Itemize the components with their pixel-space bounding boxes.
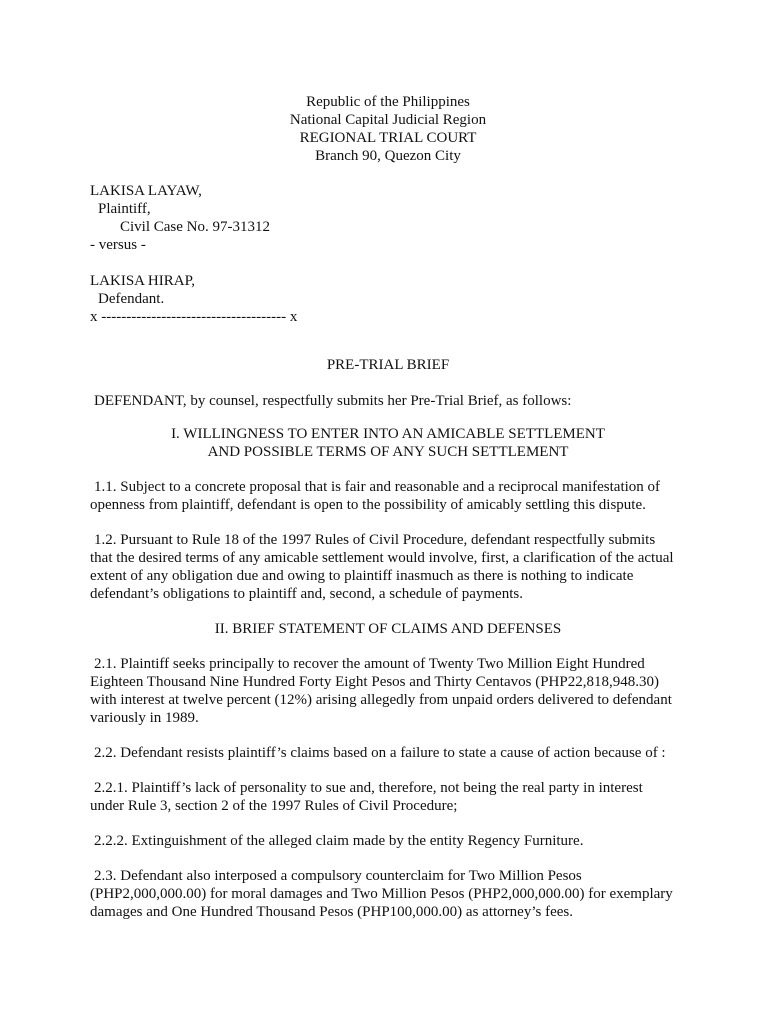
caption-separator: x ------------------------------------- x: [90, 309, 298, 325]
paragraph-line: 2.1. Plaintiff seeks principally to recover the amount of Twenty Two Million Eight Hundred: [94, 656, 645, 672]
defendant-name: LAKISA HIRAP,: [90, 273, 196, 289]
section-2-heading: II. BRIEF STATEMENT OF CLAIMS AND DEFENSES: [214, 621, 562, 637]
section-1-heading-line-1: I. WILLINGNESS TO ENTER INTO AN AMICABLE SETTLEMENT: [171, 426, 605, 442]
paragraph-line: 2.2.2. Extinguishment of the alleged claim made by the entity Regency Furniture.: [94, 833, 584, 849]
paragraph-line: that the desired terms of any amicable settlement would involve, first, a clarification of the actual: [90, 550, 674, 566]
paragraph-line: (PHP2,000,000.00) for moral damages and Two Million Pesos (PHP2,000,000.00) for exemplary: [90, 886, 673, 902]
paragraph-line: with interest at twelve percent (12%) arising allegedly from unpaid orders delivered to defendant: [90, 692, 672, 708]
paragraph-2-2-1: [90, 779, 686, 815]
paragraph-line: openness from plaintiff, defendant is open to the possibility of amicably settling this dispute.: [90, 497, 646, 513]
paragraph-line: 2.2.1. Plaintiff’s lack of personality to sue and, therefore, not being the real party in interest: [94, 780, 643, 796]
paragraph-2-2: [90, 744, 686, 762]
case-number: Civil Case No. 97-31312: [120, 219, 270, 235]
header-line-region: National Capital Judicial Region: [289, 112, 487, 128]
header-line-court: REGIONAL TRIAL COURT: [299, 130, 477, 146]
defendant-role: Defendant.: [98, 291, 165, 307]
paragraph-line: variously in 1989.: [90, 710, 199, 726]
case-caption: [90, 182, 686, 326]
intro-paragraph: DEFENDANT, by counsel, respectfully submits her Pre-Trial Brief, as follows:: [94, 393, 572, 409]
paragraph-2-1: [90, 655, 686, 727]
paragraph-2-2-2: [90, 832, 686, 850]
paragraph-line: 2.3. Defendant also interposed a compulsory counterclaim for Two Million Pesos: [94, 868, 582, 884]
header-line-branch: Branch 90, Quezon City: [315, 148, 461, 164]
paragraph-line: 2.2. Defendant resists plaintiff’s claims based on a failure to state a cause of action because of :: [94, 745, 666, 761]
paragraph-line: Eighteen Thousand Nine Hundred Forty Eight Pesos and Thirty Centavos (PHP22,818,948.30): [90, 674, 659, 690]
plaintiff-name: LAKISA LAYAW,: [90, 183, 202, 199]
paragraph-2-3: [90, 867, 686, 921]
paragraph-line: 1.2. Pursuant to Rule 18 of the 1997 Rules of Civil Procedure, defendant respectfully submits: [94, 532, 656, 548]
section-1-heading-line-2: AND POSSIBLE TERMS OF ANY SUCH SETTLEMENT: [207, 444, 569, 460]
header-line-republic: Republic of the Philippines: [306, 94, 470, 110]
paragraph-1-2: [90, 531, 686, 603]
paragraph-line: defendant’s obligations to plaintiff and, second, a schedule of payments.: [90, 586, 523, 602]
paragraph-line: under Rule 3, section 2 of the 1997 Rules of Civil Procedure;: [90, 798, 458, 814]
plaintiff-role: Plaintiff,: [98, 201, 151, 217]
paragraph-1-1: [90, 478, 686, 514]
versus-line: - versus -: [90, 237, 146, 253]
paragraph-line: extent of any obligation due and owing to plaintiff inasmuch as there is nothing to indicate: [90, 568, 634, 584]
court-header: [90, 93, 686, 165]
document-title: PRE-TRIAL BRIEF: [326, 357, 450, 373]
section-1-heading: [90, 425, 686, 461]
paragraph-line: 1.1. Subject to a concrete proposal that is fair and reasonable and a reciprocal manifestation of: [94, 479, 661, 495]
paragraph-line: damages and One Hundred Thousand Pesos (PHP100,000.00) as attorney’s fees.: [90, 904, 573, 920]
document-page: [90, 93, 686, 921]
